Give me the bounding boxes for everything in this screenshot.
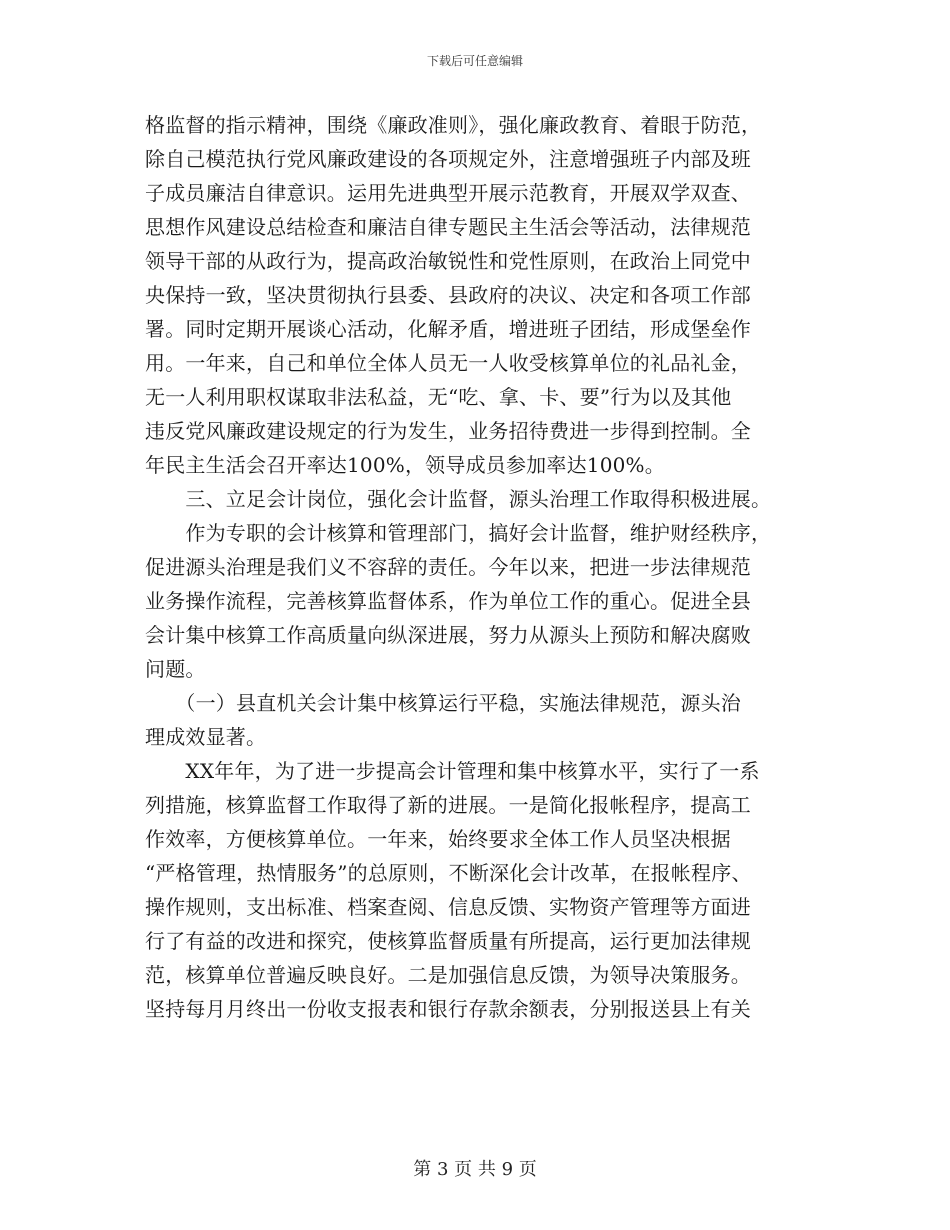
text-line: 无一人利用职权谋取非法私益，无“吃、拿、卡、要”行为以及其他 xyxy=(145,385,732,409)
text-line: 行了有益的改进和探究，使核算监督质量有所提高，运行更加法律规 xyxy=(145,929,751,953)
text-line: 会计集中核算工作高质量向纵深进展，努力从源头上预防和解决腐败 xyxy=(145,623,751,647)
text-line: 问题。 xyxy=(145,657,206,681)
page-number: 第 3 页 共 9 页 xyxy=(413,1159,537,1180)
section-heading: 三、立足会计岗位，强化会计监督，源头治理工作取得积极进展。 xyxy=(145,487,772,511)
text-line: 违反党风廉政建设规定的行为发生，业务招待费进一步得到控制。全 xyxy=(145,419,751,443)
text-line: 列措施，核算监督工作取得了新的进展。一是简化报帐程序，提高工 xyxy=(145,793,751,817)
text-line: 作为专职的会计核算和管理部门，搞好会计监督，维护财经秩序， xyxy=(145,521,772,545)
text-line: 促进源头治理是我们义不容辞的责任。今年以来，把进一步法律规范 xyxy=(145,555,751,579)
text-line: XX年年，为了进一步提高会计管理和集中核算水平，实行了一系 xyxy=(145,759,760,783)
text-line: 年民主生活会召开率达100%，领导成员参加率达100%。 xyxy=(145,453,665,477)
text-line: 子成员廉洁自律意识。运用先进典型开展示范教育，开展双学双查、 xyxy=(145,181,751,205)
text-line: 范，核算单位普遍反映良好。二是加强信息反馈，为领导决策服务。 xyxy=(145,963,751,987)
text-line: “严格管理，热情服务”的总原则，不断深化会计改革，在报帐程序、 xyxy=(145,861,752,885)
text-line: 作效率，方便核算单位。一年来，始终要求全体工作人员坚决根据 xyxy=(145,827,731,851)
text-line: 操作规则，支出标准、档案查阅、信息反馈、实物资产管理等方面进 xyxy=(145,895,751,919)
text-line: 领导干部的从政行为，提高政治敏锐性和党性原则，在政治上同党中 xyxy=(145,249,751,273)
page-header: 下载后可任意编辑 xyxy=(426,54,523,68)
text-line: 央保持一致，坚决贯彻执行县委、县政府的决议、决定和各项工作部 xyxy=(145,283,751,307)
body-text xyxy=(145,108,810,1026)
text-line: 业务操作流程，完善核算监督体系，作为单位工作的重心。促进全县 xyxy=(145,589,751,613)
text-line: 思想作风建设总结检查和廉洁自律专题民主生活会等活动，法律规范 xyxy=(145,215,751,239)
subsection-heading: （一）县直机关会计集中核算运行平稳，实施法律规范，源头治 xyxy=(145,691,741,715)
text-line: 署。同时定期开展谈心活动，化解矛盾，增进班子团结，形成堡垒作 xyxy=(145,317,751,341)
text-line: 除自己模范执行党风廉政建设的各项规定外，注意增强班子内部及班 xyxy=(145,147,751,171)
text-line: 坚持每月月终出一份收支报表和银行存款余额表，分别报送县上有关 xyxy=(145,997,751,1021)
text-line: 用。一年来，自己和单位全体人员无一人收受核算单位的礼品礼金， xyxy=(145,351,751,375)
subsection-heading: 理成效显著。 xyxy=(145,725,267,749)
text-line: 格监督的指示精神，围绕《廉政准则》，强化廉政教育、着眼于防范， xyxy=(145,113,762,137)
